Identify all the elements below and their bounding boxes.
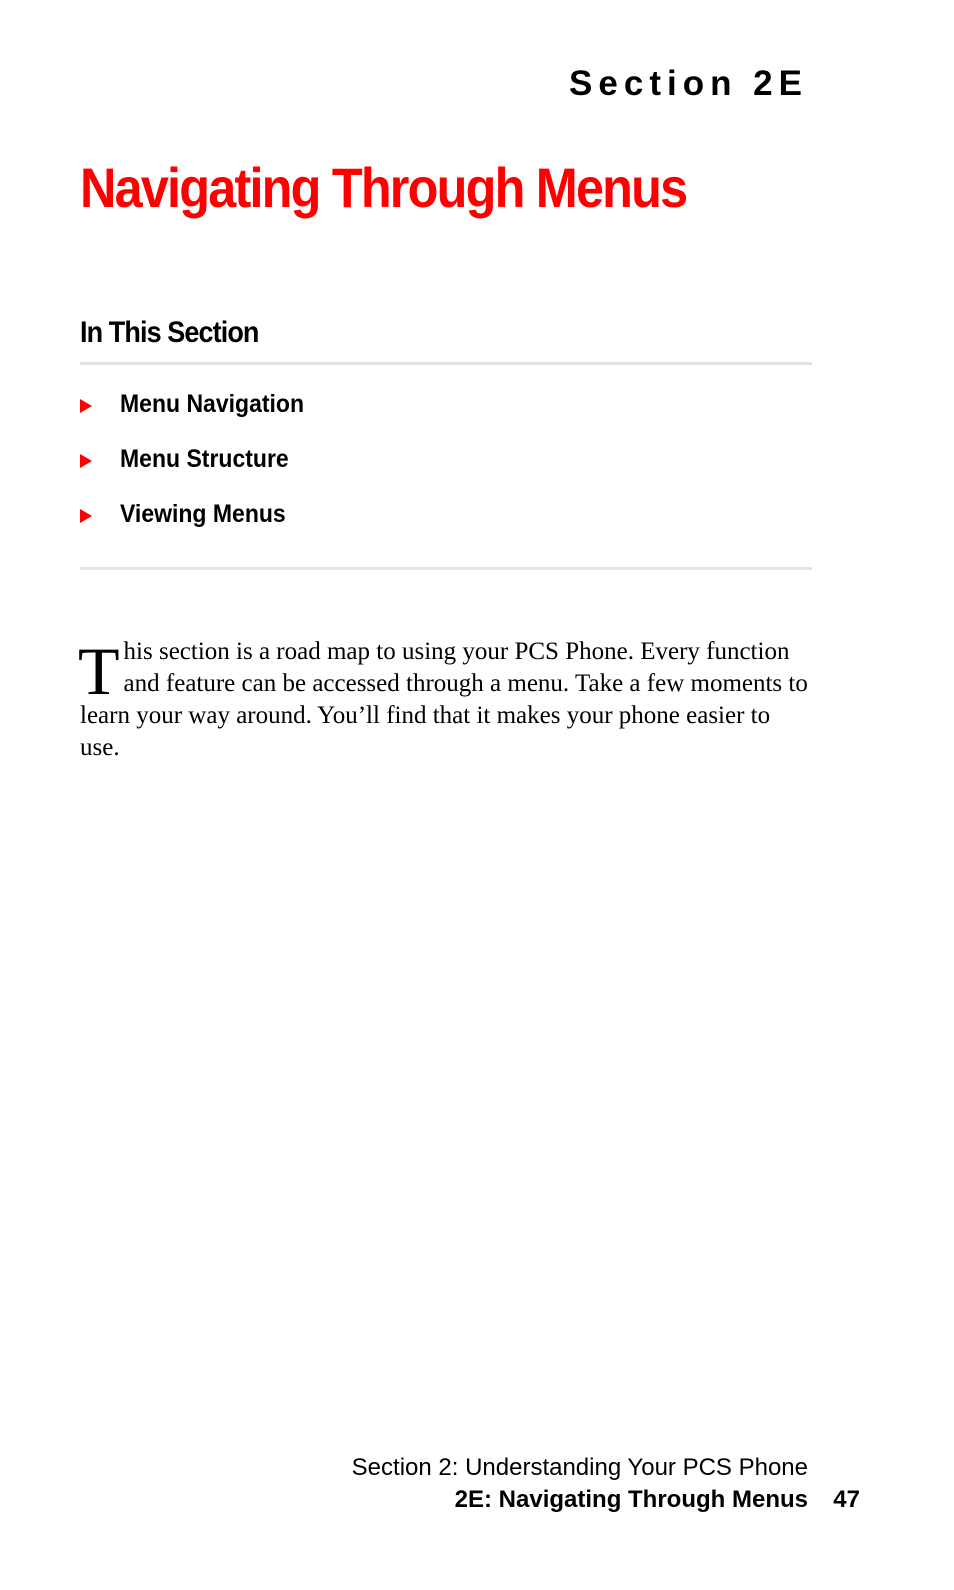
triangle-bullet-icon (80, 454, 92, 468)
page-title: Navigating Through Menus (80, 156, 687, 219)
top-divider (80, 362, 812, 365)
in-this-section-heading: In This Section (80, 316, 259, 349)
footer-chapter: Section 2: Understanding Your PCS Phone (351, 1454, 808, 1481)
footer-section-line (352, 1484, 860, 1516)
intro-paragraph (78, 633, 812, 764)
page-number: 47 (833, 1486, 860, 1513)
triangle-bullet-icon (80, 399, 92, 413)
intro-text: his section is a road map to using your PCS Phone. Every function and feature can be accessed through a menu. Take a few moments to learn your way around. You’ll find that it makes your phone easier to use. (80, 638, 808, 761)
footer-section: 2E: Navigating Through Menus (454, 1486, 808, 1513)
drop-cap: T (78, 633, 120, 709)
list-item-label: Viewing Menus (120, 500, 286, 528)
list-item-label: Menu Navigation (120, 390, 305, 418)
list-item-label: Menu Structure (120, 445, 289, 473)
bottom-divider (80, 567, 812, 570)
section-label: Section 2E (569, 64, 808, 103)
triangle-bullet-icon (80, 509, 92, 523)
page-footer (352, 1452, 860, 1516)
